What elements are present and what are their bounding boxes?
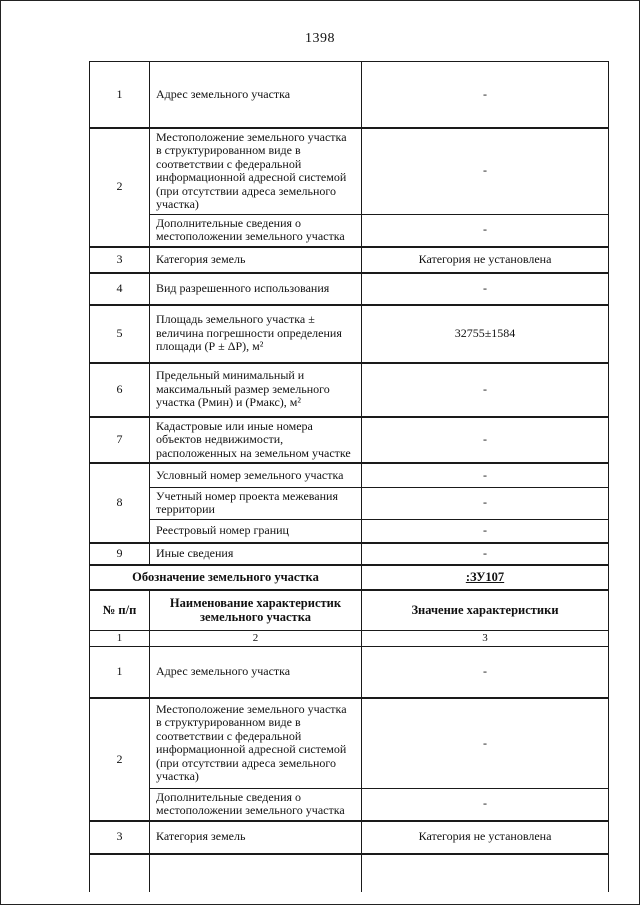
table-row [90, 788, 609, 821]
row-number-cell: 8 [90, 463, 150, 543]
table-row [90, 487, 609, 519]
table-row [90, 128, 609, 215]
empty-cell [362, 854, 609, 892]
table-header-row [90, 590, 609, 630]
row-number-cell: 6 [90, 363, 150, 417]
characteristic-name-cell: Реестровый номер границ [150, 519, 362, 543]
table-row [90, 214, 609, 247]
table-row-cut [90, 854, 609, 892]
row-number-cell: 7 [90, 417, 150, 464]
row-number-cell: 3 [90, 247, 150, 273]
characteristic-value-cell: - [362, 487, 609, 519]
empty-cell [150, 854, 362, 892]
table-row [90, 821, 609, 854]
characteristic-name-cell: Учетный номер проекта межевания территории [150, 487, 362, 519]
characteristic-name-cell: Площадь земельного участка ± величина погрешности определения площади (Р ± ΔР), м² [150, 305, 362, 363]
column-number-row [90, 630, 609, 646]
characteristic-name-cell: Иные сведения [150, 543, 362, 565]
header-characteristic-name: Наименование характеристик земельного участка [150, 590, 362, 630]
characteristic-value-cell: - [362, 646, 609, 698]
characteristic-name-cell: Дополнительные сведения о местоположении земельного участка [150, 214, 362, 247]
parcel-designation-value: :ЗУ107 [362, 565, 609, 590]
row-number-cell: 2 [90, 128, 150, 247]
row-number-cell: 1 [90, 62, 150, 128]
row-number-cell: 1 [90, 646, 150, 698]
characteristic-value-cell: - [362, 62, 609, 128]
row-number-cell: 2 [90, 698, 150, 821]
parcel-designation-row [90, 565, 609, 590]
characteristic-value-cell: 32755±1584 [362, 305, 609, 363]
characteristic-value-cell: - [362, 543, 609, 565]
table-row [90, 519, 609, 543]
characteristic-name-cell: Предельный минимальный и максимальный размер земельного участка (Рмин) и (Рмакс), м² [150, 363, 362, 417]
header-characteristic-value: Значение характеристики [362, 590, 609, 630]
table-row [90, 305, 609, 363]
characteristic-value-cell: - [362, 363, 609, 417]
page-number: 1398 [305, 31, 335, 46]
characteristic-value-cell: - [362, 128, 609, 215]
row-number-cell: 3 [90, 821, 150, 854]
column-number-cell: 1 [90, 630, 150, 646]
characteristic-value-cell: - [362, 273, 609, 305]
characteristic-value-cell: - [362, 214, 609, 247]
row-number-cell: 9 [90, 543, 150, 565]
characteristic-value-cell: - [362, 463, 609, 487]
characteristic-name-cell: Кадастровые или иные номера объектов недвижимости, расположенных на земельном участке [150, 417, 362, 464]
characteristic-name-cell: Категория земель [150, 247, 362, 273]
table-row [90, 543, 609, 565]
row-number-cell: 4 [90, 273, 150, 305]
column-number-cell: 3 [362, 630, 609, 646]
empty-cell [90, 854, 150, 892]
characteristic-name-cell: Местоположение земельного участка в структурированном виде в соответствии с федеральной информационной адресной системой (при отсутствии адреса земельного участка) [150, 698, 362, 788]
characteristic-name-cell: Вид разрешенного использования [150, 273, 362, 305]
characteristic-value-cell: - [362, 417, 609, 464]
characteristic-value-cell: - [362, 519, 609, 543]
characteristic-name-cell: Категория земель [150, 821, 362, 854]
table-row [90, 363, 609, 417]
land-parcel-characteristics-table [89, 61, 609, 892]
table-row [90, 247, 609, 273]
header-row-number: № п/п [90, 590, 150, 630]
parcel-designation-label: Обозначение земельного участка [90, 565, 362, 590]
characteristic-name-cell: Дополнительные сведения о местоположении земельного участка [150, 788, 362, 821]
table-row [90, 417, 609, 464]
column-number-cell: 2 [150, 630, 362, 646]
characteristic-value-cell: Категория не установлена [362, 821, 609, 854]
table-row [90, 698, 609, 788]
row-number-cell: 5 [90, 305, 150, 363]
characteristic-value-cell: - [362, 788, 609, 821]
characteristic-name-cell: Условный номер земельного участка [150, 463, 362, 487]
characteristic-name-cell: Местоположение земельного участка в структурированном виде в соответствии с федеральной информационной адресной системой (при отсутствии адреса земельного участка) [150, 128, 362, 215]
characteristic-value-cell: - [362, 698, 609, 788]
table-row [90, 646, 609, 698]
characteristic-name-cell: Адрес земельного участка [150, 62, 362, 128]
table-row [90, 273, 609, 305]
table-row [90, 463, 609, 487]
table-row [90, 62, 609, 128]
characteristic-value-cell: Категория не установлена [362, 247, 609, 273]
characteristic-name-cell: Адрес земельного участка [150, 646, 362, 698]
